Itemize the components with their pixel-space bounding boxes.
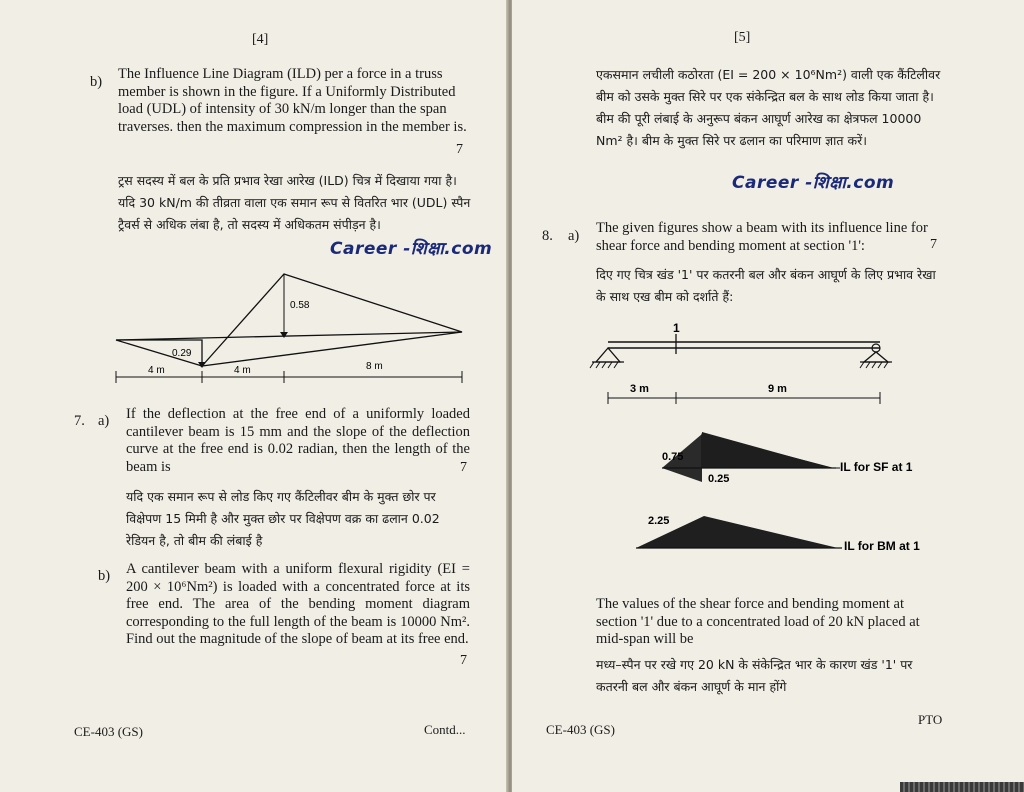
il-bm-value-label: 2.25 bbox=[648, 515, 670, 527]
question-8a-text-2: The values of the shear force and bending moment at section '1' due to a concentrated load of 20 kN placed at mid-span will be bbox=[596, 596, 920, 647]
question-number: 8. bbox=[542, 228, 553, 244]
marks: 7 bbox=[460, 460, 467, 475]
watermark: Career -शिक्षा.com bbox=[330, 239, 493, 259]
left-page bbox=[0, 0, 508, 792]
question-7a-text: If the deflection at the free end of a uniformly loaded cantilever beam is 15 mm and the slope of the deflection curve at the free end is 0.02 radian, then the length of the beam is bbox=[126, 406, 470, 475]
question-6b-hindi: ट्रस सदस्य में बल के प्रति प्रभाव रेखा आरेख (ILD) चित्र में दिखाया गया है। यदि 30 kN/m की तीव्रता वाला एक समान रूप से वितरित भार (UDL) स्पैन ट्रैवर्स से अधिक लंबा है, तो सदस्य में अधिकतम संपीड़न है। bbox=[118, 173, 471, 232]
question-label: a) bbox=[568, 228, 580, 244]
il-sf-neg-label: 0.75 bbox=[662, 451, 684, 463]
il-bm-figure bbox=[622, 510, 952, 556]
question-number: 7. bbox=[74, 413, 85, 429]
ordinate-neg-label: 0.29 bbox=[172, 348, 192, 359]
il-sf-positive bbox=[702, 432, 832, 468]
question-8a-hindi: दिए गए चित्र खंड '1' पर कतरनी बल और बंकन आघूर्ण के लिए प्रभाव रेखा के साथ एख बीम को दर्शाते हैं: bbox=[596, 267, 936, 304]
question-7b-hindi: एकसमान लचीली कठोरता (EI = 200 × 10⁶Nm²) वाली एक कैंटिलीवर बीम को उसके मुक्त सिरे पर एक संकेन्द्रित बल के साथ लोड किया जाता है। बीम की पूरी लंबाई के अनुरूप बंकन आघूर्ण आरेख का क्षेत्रफल 10000 Nm² है। बीम के मुक्त सिरे पर ढलान का परिमाण ज्ञात करें। bbox=[596, 67, 941, 148]
pto-label: PTO bbox=[918, 712, 943, 727]
marks: 7 bbox=[456, 142, 463, 157]
watermark: Career -शिक्षा.com bbox=[732, 173, 895, 193]
question-label: a) bbox=[98, 413, 110, 429]
marks: 7 bbox=[930, 237, 937, 252]
beam-figure bbox=[584, 318, 894, 410]
ordinate-pos-label: 0.58 bbox=[290, 300, 310, 311]
question-7b-text: A cantilever beam with a uniform flexural rigidity (EI = 200 × 10⁶Nm²) is loaded with a concentrated force at its free end. The area of the bending moment diagram corresponding to the full length of the beam is 10000 Nm². Find out the magnitude of the slope of beam at its free end. bbox=[126, 561, 470, 647]
right-page bbox=[512, 0, 1024, 792]
marks: 7 bbox=[460, 653, 467, 668]
dim-label-3: 8 m bbox=[366, 361, 383, 372]
il-sf-label: IL for SF at 1 bbox=[840, 460, 913, 474]
question-8a-text: The given figures show a beam with its influence line for shear force and bending moment at section '1': bbox=[596, 220, 928, 254]
dim-label-1: 3 m bbox=[630, 383, 649, 395]
il-sf-pos-label: 0.25 bbox=[708, 473, 730, 485]
ild-truss-figure bbox=[100, 270, 480, 390]
footer-code: CE-403 (GS) bbox=[74, 724, 143, 739]
page-number: [4] bbox=[252, 32, 269, 47]
question-label: b) bbox=[90, 74, 103, 90]
page-edge-strip bbox=[900, 782, 1024, 792]
il-sf-figure bbox=[622, 426, 952, 490]
right-support bbox=[864, 352, 888, 362]
footer-contd: Contd... bbox=[424, 722, 466, 737]
footer-code: CE-403 (GS) bbox=[546, 722, 615, 737]
left-support bbox=[596, 348, 620, 362]
ild-positive-region bbox=[202, 274, 462, 366]
dim-label-2: 9 m bbox=[768, 383, 787, 395]
il-bm-label: IL for BM at 1 bbox=[844, 539, 920, 553]
question-8a-hindi-2: मध्य–स्पैन पर रखे गए 20 kN के संकेन्द्रित भार के कारण खंड '1' पर कतरनी बल और बंकन आघूर्ण के मान होंगे bbox=[596, 657, 913, 694]
question-label: b) bbox=[98, 568, 111, 584]
dim-label-1: 4 m bbox=[148, 365, 165, 376]
question-7a-hindi: यदि एक समान रूप से लोड किए गए कैंटिलीवर बीम के मुक्त छोर पर विक्षेपण 15 मिमी है और मुक्त छोर पर विक्षेपण वक्र का ढलान 0.02 रेडियन है, तो बीम की लंबाई है bbox=[126, 489, 440, 548]
section-label: 1 bbox=[673, 321, 680, 335]
dim-label-2: 4 m bbox=[234, 365, 251, 376]
page-number: [5] bbox=[734, 30, 751, 45]
question-6b-text: The Influence Line Diagram (ILD) per a force in a truss member is shown in the figure. If a Uniformly Distributed load (UDL) of intensity of 30 kN/m longer than the span traverses. then the maximum compression in the member is. bbox=[118, 66, 467, 135]
